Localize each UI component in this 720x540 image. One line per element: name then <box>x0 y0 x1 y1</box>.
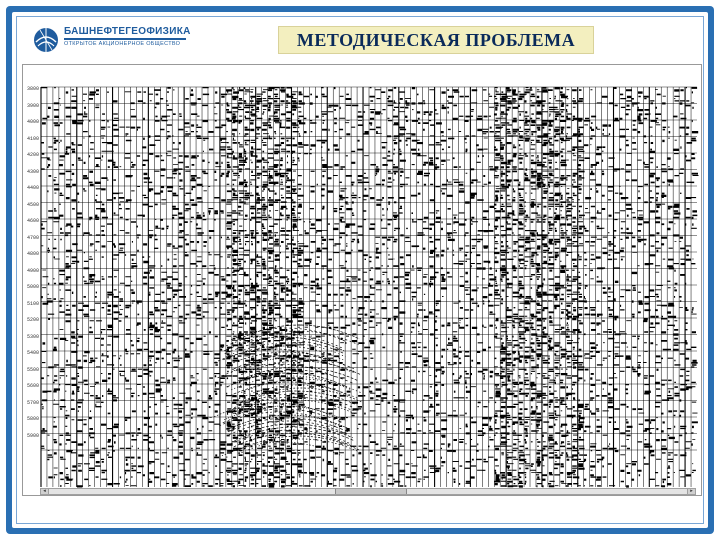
logo-subtitle: ОТКРЫТОЕ АКЦИОНЕРНОЕ ОБЩЕСТВО <box>64 41 181 47</box>
company-logo <box>32 24 192 56</box>
title-box <box>278 26 594 54</box>
horizontal-scrollbar[interactable] <box>40 488 696 495</box>
time-tick-label: 4600 <box>26 218 39 224</box>
time-tick-label: 4800 <box>26 251 39 257</box>
time-tick-label: 3900 <box>26 102 39 109</box>
time-tick-label: 5700 <box>26 399 39 406</box>
time-tick-label: 5500 <box>26 366 39 373</box>
logo-name: БАШНЕФТЕГЕОФИЗИКА <box>64 26 191 37</box>
scroll-thumb[interactable] <box>335 489 407 494</box>
time-tick-label: 5400 <box>26 350 39 356</box>
globe-icon <box>32 26 60 54</box>
trace-number-row <box>40 76 696 83</box>
time-tick-label: 4500 <box>26 201 39 208</box>
seismic-section <box>22 64 702 496</box>
time-tick-label: 5200 <box>26 317 39 323</box>
time-tick-label: 4400 <box>26 185 39 191</box>
time-tick-label: 4300 <box>26 168 39 175</box>
scroll-right-button[interactable]: ▸ <box>687 489 695 494</box>
time-tick-label: 5900 <box>26 432 39 439</box>
time-tick-label: 4700 <box>26 234 39 241</box>
time-tick-label: 3800 <box>26 86 39 92</box>
seismic-traces <box>23 65 703 497</box>
time-tick-label: 4900 <box>26 267 39 274</box>
page-title: МЕТОДИЧЕСКАЯ ПРОБЛЕМА <box>296 29 576 50</box>
trace-header-row <box>26 68 696 75</box>
scroll-left-button[interactable]: ◂ <box>41 489 49 494</box>
time-tick-label: 5100 <box>26 300 39 307</box>
time-tick-label: 5000 <box>26 284 39 290</box>
time-tick-label: 4000 <box>26 119 39 125</box>
time-tick-label: 4200 <box>26 152 39 158</box>
time-tick-label: 5300 <box>26 333 39 340</box>
time-tick-label: 5600 <box>26 383 39 389</box>
logo-divider <box>64 38 186 40</box>
time-tick-label: 5800 <box>26 416 39 422</box>
time-tick-label: 4100 <box>26 135 39 142</box>
